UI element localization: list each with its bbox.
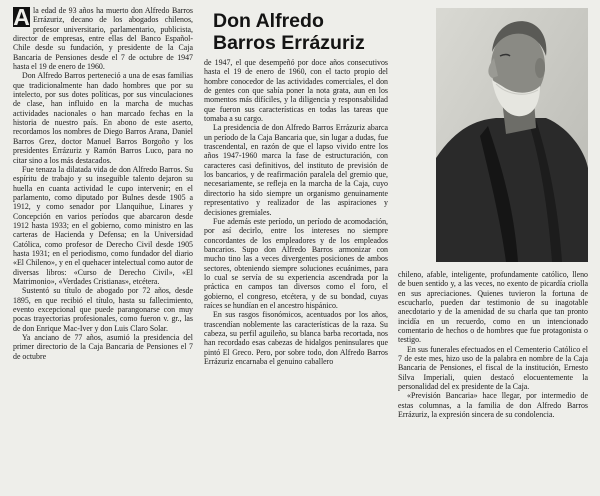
article-paragraph: En sus funerales efectuados en el Cementerio Católico el 7 de este mes, hizo uso de la palabra en nombre de la Caja Bancaria de Pensiones, el fiscal de la institución, Ernesto Silva Imperiali, quien destacó elocuentemente la personalidad del ex presidente de la Caja. [398,344,588,392]
article-paragraph: La presidencia de don Alfredo Barros Errázuriz abarca un período de la Caja Bancaria que, sin lugar a dudas, fue trascendental, en razón de que el lapso vivido entre los años 1947-1960 marca la fase de estructuración, con caracteres casi definitivos, del instituto de previsión de los bancarios, y de reafirmación paralela del gremio que, necesariamente, se refleja en la marcha de la Caja, cuyo directorio ha sido siempre un organismo genuinamente representativo y realizador de las aspiraciones y decisiones gremiales. [204,123,388,217]
portrait-photo [436,8,588,262]
article-paragraph [13,6,193,71]
article-paragraph: En sus rasgos fisonómicos, acentuados por los años, trascendían noblemente las características de la raza. Su cabeza, su perfil aguileño, su blanca barba recortada, nos han recordado esas cabezas de hidalgos peninsulares que pintó El Greco. Pero, por sobre todo, don Alfredo Barros Errázuriz encarnaba el genuino caballero [204,310,388,366]
article-paragraph: Fue tenaza la dilatada vida de don Alfredo Barros. Su espíritu de trabajo y su inseguible talento dejaron su huella en cuanta actividad le cupo intervenir; en el parlamento, como diputado por Bulnes desde 1905 a 1912, y como senador por Llanquihue, Linares y Concepción en varios períodos que abarcaron desde 1912 hasta 1933; en el gobierno, como ministro en las carteras de Hacienda y Defensa; en la Universidad Católica, como profesor de Derecho Civil desde 1905 hasta 1931; en el periodismo, como fundador del diario «El Chileno», y en el quehacer intelectual como autor de diversas libros: «Curso de Derecho Civil», «El Matrimonio», «Verdades Cristianas», etcétera. [13,164,193,286]
article-paragraph: chileno, afable, inteligente, profundamente católico, lleno de buen sentido y, a las veces, no exento de picardía criolla en sus apreciaciones. Quienes tuvieron la fortuna de escucharlo, pueden dar testimonio de su inagotable anecdotario y de la amenidad de su charla que tan pronto incidía en un recuerdo, como en un intencionado comentario de hechos o de hombres que fue protagonista o testigo. [398,270,588,345]
article-paragraph: de 1947, el que desempeñó por doce años consecutivos hasta el 19 de enero de 1960, con el tacto propio del hombre conocedor de las actividades comerciales, el don de gentes con que sabía poner la nota grata, aun en los momentos más difíciles, y la diligencia y responsabilidad que fueron sus características en todas las tareas que tomaba a su cargo. [204,58,388,124]
article-paragraph: Ya anciano de 77 años, asumió la presidencia del primer directorio de la Caja Bancaria de Pensiones el 7 de octubre [13,333,193,361]
portrait-photo-icon [436,8,588,262]
article-column-2 [204,58,388,366]
article-headline [213,10,403,54]
article-paragraph: «Previsión Bancaria» hace llegar, por intermedio de estas columnas, a la familia de don Alfredo Barros Errázuriz, la expresión sincera de su condolencia. [398,391,588,420]
article-paragraph: Don Alfredo Barros perteneció a una de esas familias que tradicionalmente han dado hombres que por su intelecto, por sus dotes políticas, por sus vinculaciones de clase, han influido en la marcha de muchas actividades nacionales o han marcado fechas en la historia de nuestro país. En abono de este aserto, recordamos los nombres de Diego Barros Arana, Daniel Barros Grez, doctor Manuel Barros Borgoño y los presidentes Errázuriz y Ramón Barros Luco, para no citar sino a los más destacados. [13,71,193,165]
article-paragraph: Sustentó su título de abogado por 72 años, desde 1895, en que recibió el título, hasta su fallecimiento, evento excepcional que puede parangonarse con muy pocas trayectorias profesionales, como fueron v. gr., las de don Enrique Mac-Iver y don Luis Claro Solar. [13,286,193,333]
drop-cap: A [13,4,30,30]
paragraph-text: la edad de 93 años ha muerto don Alfredo Barros Errázuriz, decano de los abogados chilenos, profesor universitario, parlamentario, publicista, director de empresas, entre ellas del Banco Español-Chile desde su fundación, y presidente de la Caja Bancaria de Pensiones desde el 7 de octubre de 1947 hasta el 19 de enero de 1960. [13,6,193,72]
headline-line-2: Barros Errázuriz [213,32,365,54]
article-column-1 [13,6,193,361]
article-column-3 [398,270,588,420]
headline-line-1: Don Alfredo [213,10,324,32]
article-paragraph: Fue además este período, un período de acomodación, por así decirlo, entre los intereses no siempre concordantes de los empleadores y de los empleados bancarios. Supo don Alfredo Barros armonizar con mucho tino las a veces divergentes posiciones de ambos sectores, obteniendo siempre soluciones ecuánimes, para lo cual se servía de su experiencia ascendrada por la práctica en campos tan diversos como el foro, el gobierno, el congreso, etcétera, y de su bondad, cuyas raíces se hundían en el ancestro hispánico. [204,216,388,310]
